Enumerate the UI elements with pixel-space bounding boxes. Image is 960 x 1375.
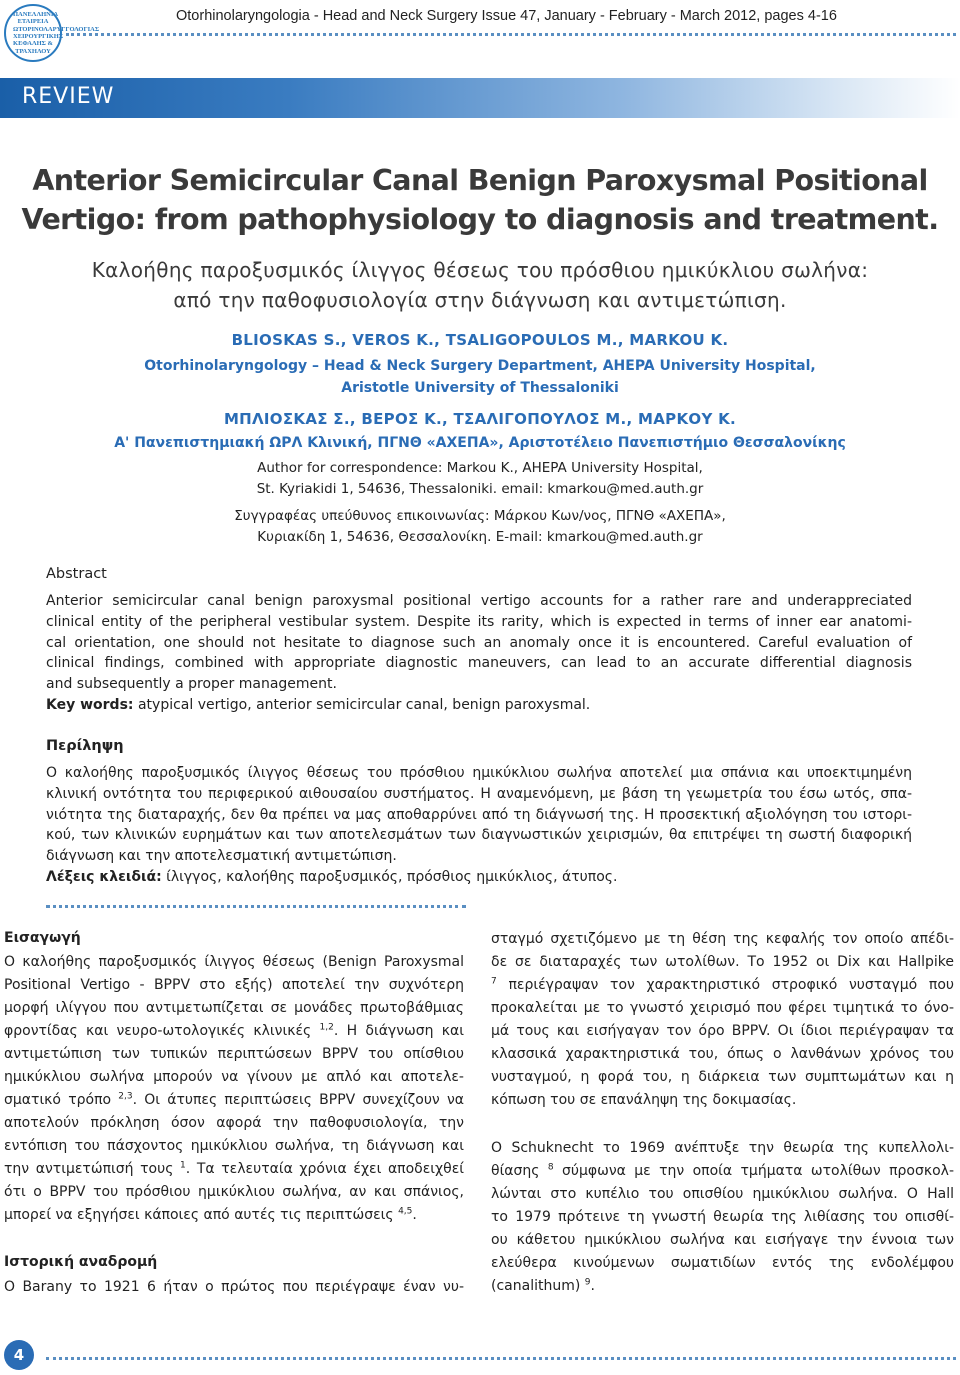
column-line: ελεύθερα κινούμενων σωματιδίων εντός της ενδολέμφου [491,1255,954,1271]
society-logo [4,4,100,62]
correspondence-en-2: St. Kyriakidi 1, 54636, Thessaloniki. email: kmarkou@med.auth.gr [256,481,704,497]
column-line: μά τους και εισήγαγαν τον όρο BPPV. Οι ίδιοι περιέγραψαν τα [491,1023,954,1039]
keywords-text-gr: ίλιγγος, καλοήθης παροξυσμικός, πρόσθιος ημικύκλιος, άτυπος. [161,868,618,885]
column-line: σματικό τρόπο $^{2,3}$. Οι άτυπες περιπτώσεις BPPV συνεχίζουν να [4,1091,464,1108]
perilipsi-line: διάγνωση και την αποτελεσματική αντιμετώπιση. [46,848,397,865]
column-line: Positional Vertigo - BPPV στο εξής) αποτελεί την συχνότερη [4,977,464,993]
authors-en: BLIOSKAS S., VEROS K., TSALIGOPOULOS M., MARKOU K. [231,331,729,349]
page-number: 4 [4,1340,34,1370]
column-line: θίασης $^8$ σύμφωνα με την οποία τμήματα ωτολίθων προσκολ- [491,1162,954,1179]
logo-text: ΠΑΝΕΛΛΗΝΙΑ ΕΤΑΙΡΕΙΑ ΩΤΟΡΙΝΟΛΑΡΥΓΓΟΛΟΓΙΑΣ ΧΕΙΡΟΥΡΓΙΚΗΣ ΚΕΦΑΛΗΣ & ΤΡΑΧΗΛΟΥ [13,10,100,55]
column-line: μπορεί να εξηγήσει κάποιες από αυτές τις περιπτώσεις $^{4,5}$. [4,1206,417,1223]
abstract-keywords [46,695,912,716]
title-en-line2: Vertigo: from pathophysiology to diagnosis and treatment. [21,203,939,236]
column-line: $^7$ περιέγραψαν τον χαρακτηριστικό στροφικό νυσταγμό που [491,976,954,993]
column-line: (canalithum) $^9$. [491,1277,595,1294]
column-line: κλασσικά χαρακτηριστικά του, όπως ο λανθάνων χρόνος του [491,1046,954,1062]
column-line: ότι ο BPPV του πρόσθιου ημικύκλιου σωλήνα, αν και σπάνιος, [4,1184,464,1200]
column-line: ου κάθετου ημικύκλιου σωλήνα και εισήγαγε την έννοια των [491,1232,954,1248]
running-title: Otorhinolaryngologia - Head and Neck Surgery Issue 47, January - February - March 2012, pages 4-16 [176,8,837,24]
perilipsi-heading: Περίληψη [46,738,124,754]
intro-heading: Εισαγωγή [4,930,81,946]
body-dotted-rule [46,905,466,908]
column-line: σταγμό σχετιζόμενο με τη θέση της κεφαλής τον οποίο απέδι- [491,931,954,947]
reference-superscript: 1,2 [319,1022,334,1033]
reference-superscript: 9 [584,1277,591,1288]
reference-superscript: 4,5 [398,1206,413,1217]
column-line: ημικύκλιου σωλήνα μπορούν να γίνουν με απλό και αποτελε- [4,1069,464,1085]
abstract-line: Anterior semicircular canal benign paroxysmal positional vertigo accounts for a rather rare and underappreciated [46,593,912,609]
header-dotted-rule [66,33,956,36]
affiliation-en-1: Otorhinolaryngology – Head & Neck Surgery Department, AHEPA University Hospital, [144,358,816,374]
keywords-text: atypical vertigo, anterior semicircular canal, benign paroxysmal. [133,696,591,713]
perilipsi-line: Ο καλοήθης παροξυσμικός ίλιγγος θέσεως του πρόσθιου ημικύκλιου σωλήνα αποτελεί μια σπάνια και υποεκτιμημένη [46,765,912,781]
column-line: την αντιμετώπισή τους $^1$. Τα τελευταία χρόνια έχει αποδειχθεί [4,1160,464,1177]
correspondence-en-1: Author for correspondence: Markou K., AHEPA University Hospital, [257,460,703,476]
affiliation-gr: Α' Πανεπιστημιακή ΩΡΛ Κλινική, ΠΓΝΘ «ΑΧΕΠΑ», Αριστοτέλειο Πανεπιστήμιο Θεσσαλονίκης [114,435,846,451]
footer-dotted-rule [46,1357,956,1360]
correspondence-gr-2: Κυριακίδη 1, 54636, Θεσσαλονίκη. E-mail: kmarkou@med.auth.gr [257,529,703,545]
abstract-body [46,591,912,716]
column-line: αντιμετώπιση των τυπικών περιπτώσεων BPPV του οπίσθιου [4,1046,464,1062]
column-line: μορφή ιλίγγου που αντιμετωπίζεται σε μονάδες πρωτοβάθμιας [4,1000,464,1016]
history-heading: Ιστορική αναδρομή [4,1254,158,1270]
perilipsi-keywords [46,867,912,888]
column-line: λώνται στο κυπέλιο του οπισθίου ημικύκλιου σωλήνα. Ο Hall [491,1186,954,1202]
reference-superscript: 7 [491,976,497,987]
column-line: εντόπιση του πάσχοντος ημικύκλιου σωλήνα, τη διάγνωση και [4,1138,464,1154]
affiliation-en-2: Aristotle University of Thessaloniki [341,380,619,396]
section-label: REVIEW [22,84,115,109]
column-line: δε σε διαταραχές των ωτολίθων. Το 1952 οι Dix και Hallpike [491,954,954,970]
reference-superscript: 2,3 [118,1091,133,1102]
abstract-heading: Abstract [46,566,107,582]
reference-superscript: 8 [547,1162,554,1173]
title-en-line1: Anterior Semicircular Canal Benign Paroxysmal Positional [32,164,928,197]
column-line: το 1979 πρότεινε τη γνωστή θεωρία της λιθίασης του οπισθί- [491,1209,954,1225]
abstract-line: cal orientation, one should not hesitate to diagnose such an anomaly once it is encountered. Careful evaluation of [46,634,912,651]
keywords-label: Key words: [46,696,134,713]
history-body [4,1276,464,1299]
column-line: αποτελούν πρόκληση όσον αφορά την παθοφυσιολογία, την [4,1115,464,1131]
column-line: Ο Schuknecht το 1969 ανέπτυξε την θεωρία της κυπελλολι- [491,1140,954,1156]
perilipsi-line: κού, των κλινικών ευρημάτων και των αποτελεσμάτων των διαγνωστικών χειρισμών, θα επιτρέψει τη σωστή διαφορική [46,827,912,844]
correspondence-gr-1: Συγγραφέας υπεύθυνος επικοινωνίας: Μάρκου Κων/νος, ΠΓΝΘ «ΑΧΕΠΑ», [234,508,726,524]
column-line: φροντίδας και νευρο-ωτολογικές κλινικές $^{1,2}$. Η διάγνωση και [4,1022,465,1039]
title-gr-line1: Καλοήθης παροξυσμικός ίλιγγος θέσεως του πρόσθιου ημικύκλιου σωλήνα: [91,258,869,282]
column-line: Ο Barany το 1921 6 ήταν ο πρώτος που περιέγραψε έναν νυ- [4,1279,464,1295]
keywords-label-gr: Λέξεις κλειδιά: [46,868,162,885]
abstract-line: clinical findings, combined with appropriate diagnostic maneuvers, can lead to an accurate differential diagnosis [46,655,912,672]
column-line: νυσταγμού, η φορά του, η διάρκεια των συμπτωμάτων και η [491,1069,954,1085]
abstract-line: clinical entity of the peripheral vestibular system. Despite its rarity, which is expected in terms of inner ear anatomi- [46,613,912,630]
column-line: προκαλείται με το γνωστό χειρισμό που φέρει τιμητικά το όνο- [491,1000,954,1016]
column-line: κόπωση του σε επανάληψη της δοκιμασίας. [491,1092,797,1108]
authors-gr: ΜΠΛΙΟΣΚΑΣ Σ., ΒΕΡΟΣ Κ., ΤΣΑΛΙΓΟΠΟΥΛΟΣ Μ., ΜΑΡΚΟΥ Κ. [223,410,737,428]
perilipsi-line: κλινική οντότητα του περιφερικού αιθουσαίου συστήματος. Η αναμενόμενη, με βάση τη γεωμετρία του έσω ωτός, σπα- [46,785,912,802]
section-band [0,78,960,118]
title-gr-line2: από την παθοφυσιολογία στην διάγνωση και αντιμετώπιση. [173,288,787,312]
perilipsi-body [46,763,912,888]
right-paragraph-2 [491,1137,954,1298]
column-line: Ο καλοήθης παροξυσμικός ίλιγγος θέσεως (Benign Paroxysmal [4,954,464,970]
right-paragraph-1 [491,928,954,1112]
reference-superscript: 1 [180,1160,186,1171]
intro-body [4,951,464,1227]
abstract-line: and subsequently a proper management. [46,676,337,693]
perilipsi-line: νιότητα της διαταραχής, δεν θα πρέπει να μας αποθαρρύνει από τη διάγνωσή της. Η προσεκτική αξιολόγηση του ιστορι- [46,806,912,823]
